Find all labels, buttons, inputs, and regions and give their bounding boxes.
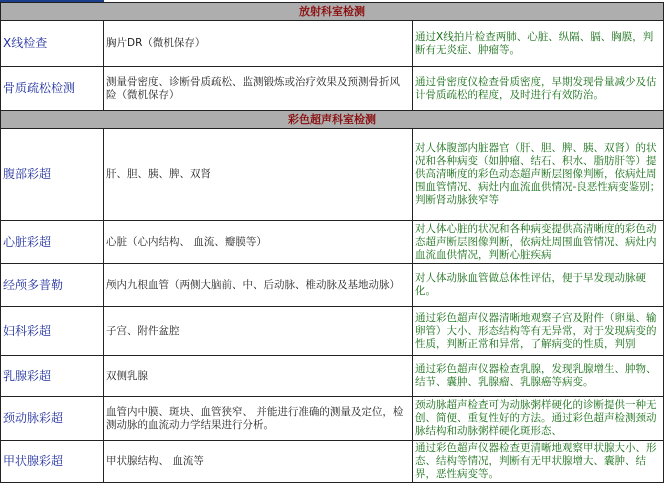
exam-items: 心脏（心内结构、 血流、瓣膜等） [104, 221, 413, 264]
exam-name: 妇科彩超 [1, 307, 104, 356]
exam-items: 双侧乳腺 [104, 356, 413, 397]
exam-items: 颅内九根血管（两侧大脑前、中、后动脉、椎动脉及基地动脉） [104, 264, 413, 307]
section-header [1, 3, 664, 21]
exam-description: 对人体腹部内脏器官（肝、胆、脾、胰、双肾）的状况和各种病变（如肿瘤、结石、积水、脂肪肝等）提供高清晰度的彩色动态超声断层图像判断，依病灶周围血管情况、病灶内血流血供情况-良恶性病变鉴别；判断肾动脉狭窄等 [413, 129, 664, 221]
table-row [1, 221, 664, 264]
table-row [1, 21, 664, 67]
section-header [1, 111, 664, 129]
exam-description: 颈动脉超声检查可为动脉粥样硬化的诊断提供一种无创、简便、重复性好的方法。通过彩色超声检测颈动脉结构和动脉粥样硬化斑形态、 [413, 397, 664, 441]
exam-items: 测量骨密度、诊断骨质疏松、监测锻炼或治疗效果及预测骨折风险（微机保存） [104, 67, 413, 111]
exam-name: 乳腺彩超 [1, 356, 104, 397]
exam-description: 通过彩色超声仪器清晰地观察子宫及附件（卵巢、输卵管）大小、形态结构等有无异常，对于发现病变的性质，判断正常和异常，了解病变的性质，判别 [413, 307, 664, 356]
exam-table [0, 2, 664, 483]
exam-name: 腹部彩超 [1, 129, 104, 221]
exam-name: 颈动脉彩超 [1, 397, 104, 441]
exam-items: 胸片DR（微机保存） [104, 21, 413, 67]
table-row [1, 441, 664, 483]
exam-description: 通过X线拍片检查两肺、心脏、纵隔、膈、胸膜，判断有无炎症、肿瘤等。 [413, 21, 664, 67]
exam-items: 肝、胆、胰、脾、双肾 [104, 129, 413, 221]
table-row [1, 307, 664, 356]
table-row [1, 356, 664, 397]
exam-items: 子宫、附件盆腔 [104, 307, 413, 356]
table-row [1, 397, 664, 441]
exam-items: 血管内中膜、斑块、血管狭窄、 并能进行准确的测量及定位，检测动脉的血流动力学结果进行分析。 [104, 397, 413, 441]
section-title: 放射科室检测 [1, 3, 664, 21]
table-row [1, 67, 664, 111]
exam-items: 甲状腺结构、 血流等 [104, 441, 413, 483]
section-title: 彩色超声科室检测 [1, 111, 664, 129]
exam-name: 心脏彩超 [1, 221, 104, 264]
table-row [1, 264, 664, 307]
exam-name: 经颅多普勒 [1, 264, 104, 307]
exam-name: X线检查 [1, 21, 104, 67]
exam-name: 骨质疏松检测 [1, 67, 104, 111]
exam-description: 通过骨密度仪检查骨质密度，早期发现骨量减少及估计骨质疏松的程度，及时进行有效防治。 [413, 67, 664, 111]
exam-name: 甲状腺彩超 [1, 441, 104, 483]
exam-description: 对人体动脉血管做总体性评估，便于早发现动脉硬化。 [413, 264, 664, 307]
exam-description: 通过彩色超声仪器检查乳腺，发现乳腺增生、肿物、结节、囊肿、乳腺瘤、乳腺癌等病变。 [413, 356, 664, 397]
exam-description: 对人体心脏的状况和各种病变提供高清晰度的彩色动态超声断层图像判断，依病灶周围血管情况、病灶内血流血供情况，判断心脏疾病 [413, 221, 664, 264]
exam-description: 通过彩色超声仪器检查更清晰地观察甲状腺大小、形态、结构等情况，判断有无甲状腺增大、囊肿、结界，恶性病变等。 [413, 441, 664, 483]
table-row [1, 129, 664, 221]
